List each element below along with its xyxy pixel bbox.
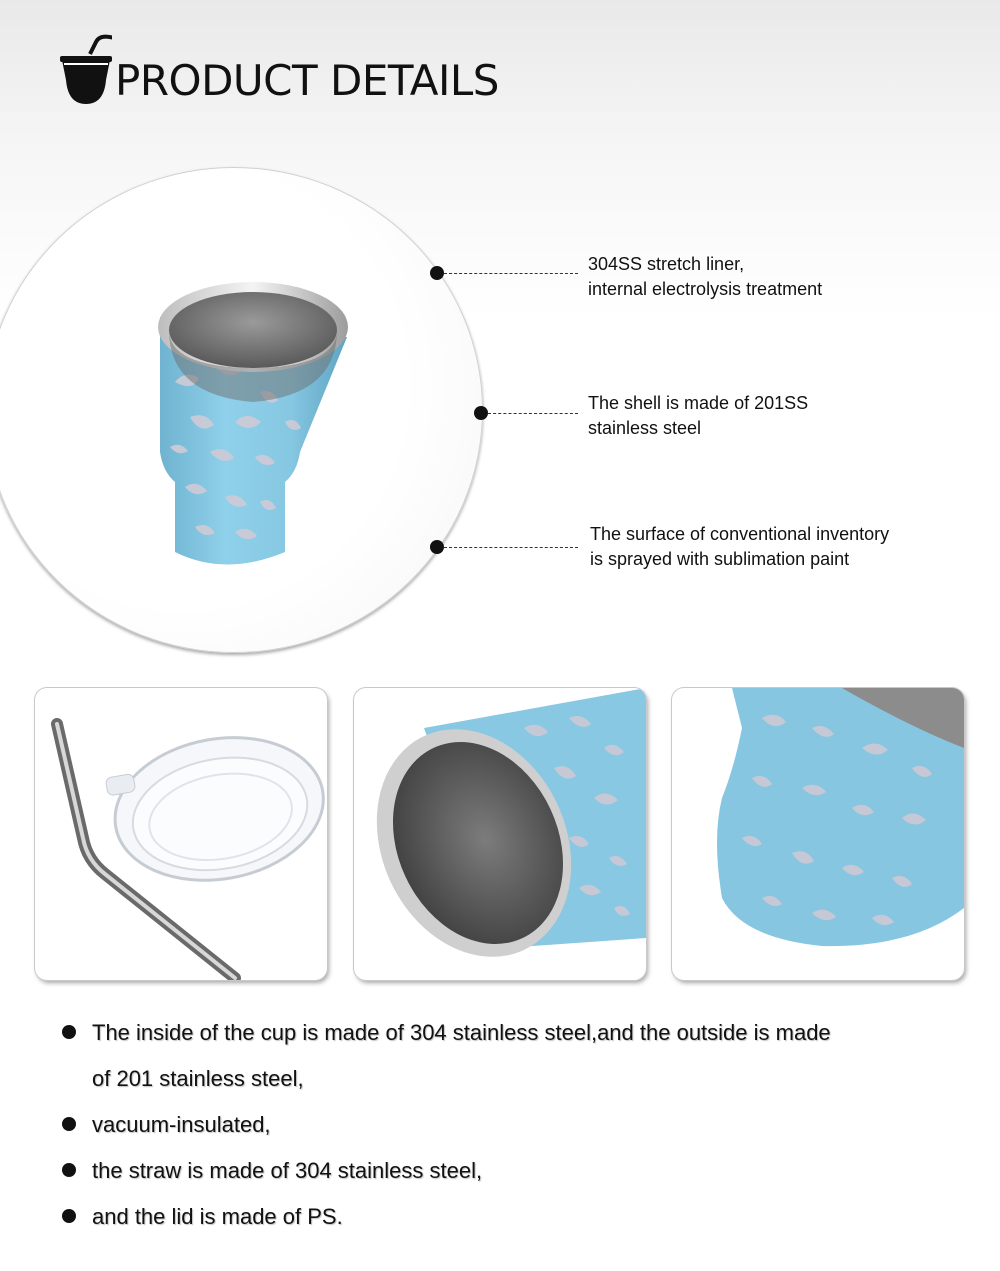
callout-text-line: The shell is made of 201SS [588,393,809,413]
callout-text-line: The surface of conventional inventory [590,524,890,544]
thumbnail-cup-interior[interactable] [354,688,646,980]
feature-text: vacuum-insulated, [92,1112,271,1137]
thumbnail-lid-straw[interactable] [35,688,327,980]
bullet-dot [62,1117,76,1131]
feature-item [60,1194,960,1240]
lid-and-straw-photo [35,688,327,980]
feature-item [60,1010,960,1102]
tumbler-straw-icon [60,32,112,106]
callout-dot [430,540,444,554]
hero-product-circle [0,167,483,653]
callout-text-line: 304SS stretch liner, [588,254,745,274]
cup-interior-photo [354,688,646,980]
callout-text-line: internal electrolysis treatment [588,279,823,299]
callout-dot [474,406,488,420]
callout-leader-line [488,413,578,414]
cup-hero-photo [0,167,483,653]
cup-exterior-pattern-photo [672,688,964,980]
feature-text: of 201 stainless steel, [92,1066,304,1091]
feature-item [60,1148,960,1194]
callout-leader-line [444,273,578,274]
feature-text: The inside of the cup is made of 304 stainless steel,and the outside is made [92,1020,831,1045]
bullet-dot [62,1209,76,1223]
callout-text-line: is sprayed with sublimation paint [590,549,850,569]
bullet-dot [62,1025,76,1039]
feature-list [60,1010,960,1240]
page-title: PRODUCT DETAILS [115,56,499,105]
callout-text-line: stainless steel [588,418,702,438]
feature-item [60,1102,960,1148]
feature-text: the straw is made of 304 stainless steel, [92,1158,483,1183]
callout-dot [430,266,444,280]
feature-text: and the lid is made of PS. [92,1204,343,1229]
thumbnail-cup-exterior[interactable] [672,688,964,980]
callout-leader-line [444,547,578,548]
bullet-dot [62,1163,76,1177]
